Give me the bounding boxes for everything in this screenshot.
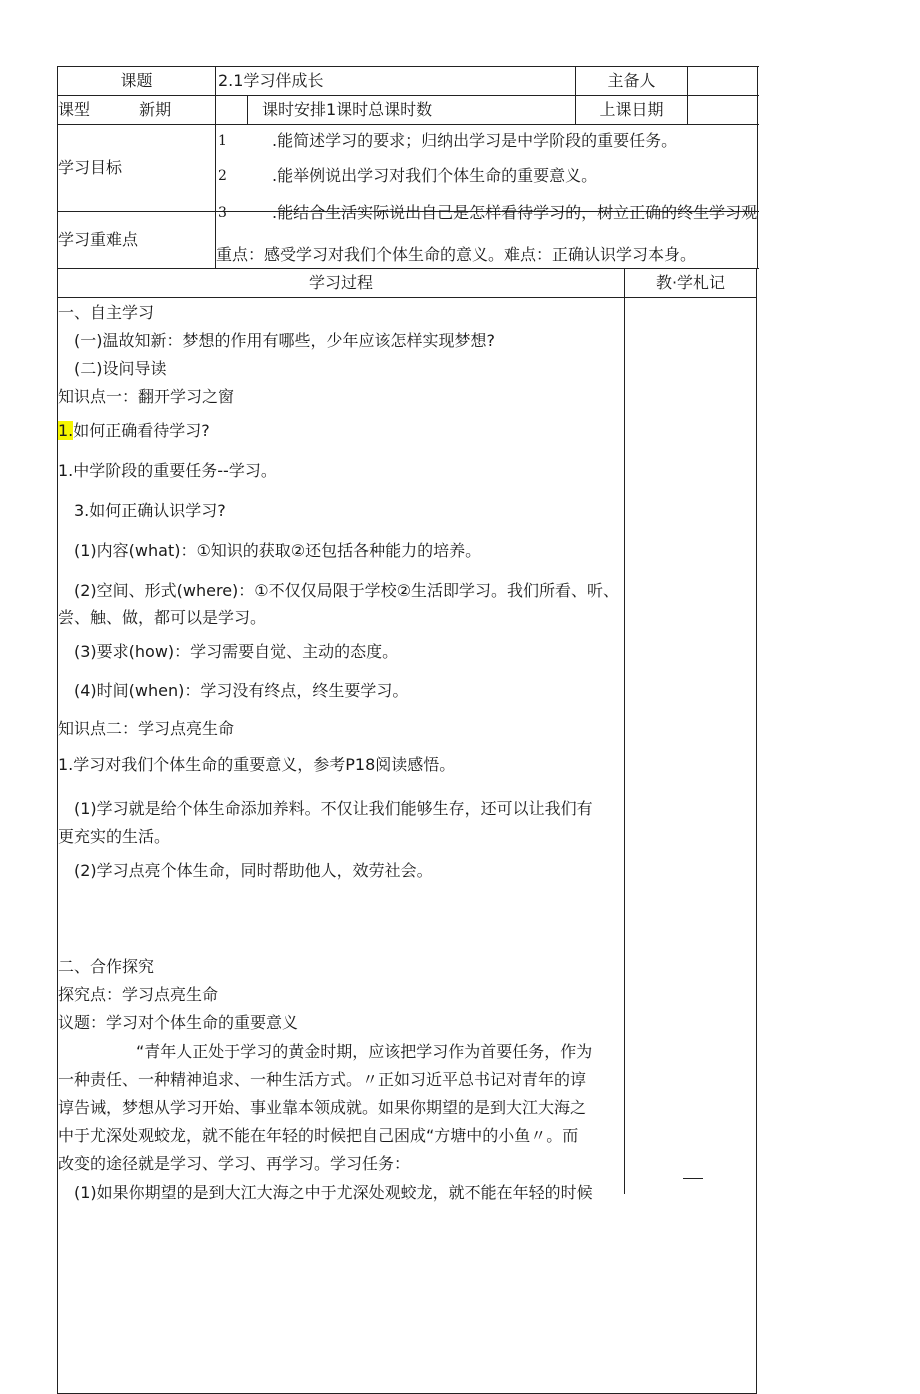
guided-reading: (二)设问导读: [74, 359, 167, 378]
difficulty-text: 重点：感受学习对我们个体生命的意义。难点：正确认识学习本身。: [216, 212, 758, 269]
list-item: (2)空间、形式(where)：①不仅仅局限于学校②生活即学习。我们所看、听、: [74, 581, 619, 600]
list-item: 1.学习对我们个体生命的重要意义，参考P18阅读感悟。: [58, 755, 456, 774]
type-value: 新期: [139, 100, 172, 119]
goals-label: 学习目标: [58, 125, 216, 212]
preparer-label: 主备人: [576, 67, 688, 96]
knowledge-point-2: 知识点二：学习点亮生命: [58, 719, 235, 738]
lesson-plan-document: [57, 66, 757, 1394]
notes-header: 教·学札记: [625, 269, 756, 298]
list-item: (2)学习点亮个体生命，同时帮助他人，效劳社会。: [74, 861, 433, 880]
goals-cell: [216, 125, 758, 222]
paragraph-line: 中于尤深处观蛟龙，就不能在年轻的时候把自己困成“方塘中的小鱼〃。而: [58, 1126, 579, 1145]
paragraph-line-clipped: (1)如果你期望的是到大江大海之中于尤深处观蛟龙，就不能在年轻的时候: [74, 1183, 593, 1202]
topic-value: 2.1学习伴成长: [216, 67, 576, 96]
highlight-marker: 1.: [58, 421, 74, 440]
notes-column: [625, 298, 756, 1194]
blank-cell: [216, 96, 248, 125]
paragraph-line: 改变的途径就是学习、学习、再学习。学习任务：: [58, 1154, 411, 1173]
explore-point: 探究点：学习点亮生命: [58, 985, 219, 1004]
knowledge-point-1: 知识点一：翻开学习之窗: [58, 387, 235, 406]
list-item: (4)时间(when)：学习没有终点，终生要学习。: [74, 681, 409, 700]
paragraph-line: 一种责任、一种精神追求、一种生活方式。〃正如习近平总书记对青年的谆: [58, 1070, 587, 1089]
schedule-text: 课时安排1课时总课时数: [248, 96, 576, 125]
topic-label: 课题: [58, 67, 216, 96]
header-table: [57, 66, 758, 269]
section-heading: 一、自主学习: [58, 303, 155, 322]
list-item-continued: 尝、触、做，都可以是学习。: [58, 608, 267, 627]
review-question: (一)温故知新：梦想的作用有哪些，少年应该怎样实现梦想?: [74, 331, 495, 350]
paragraph-line: 谆告诫，梦想从学习开始、事业靠本领成就。如果你期望的是到大江大海之: [58, 1098, 587, 1117]
process-content: [58, 298, 625, 1202]
list-item: 3.如何正确认识学习?: [74, 501, 226, 520]
type-label: 课型: [58, 100, 91, 119]
class-date-label: 上课日期: [576, 96, 688, 125]
notes-dash: [683, 1178, 703, 1179]
list-item: (3)要求(how)：学习需要自觉、主动的态度。: [74, 642, 399, 661]
goal-item: 1 .能简述学习的要求；归纳出学习是中学阶段的重要任务。: [218, 131, 678, 150]
goal-item: 2 .能举例说出学习对我们个体生命的重要意义。: [218, 166, 598, 185]
topic-line: 议题：学习对个体生命的重要意义: [58, 1013, 299, 1032]
question-line: 1.如何正确看待学习?: [58, 421, 210, 440]
class-date-value: [688, 96, 758, 125]
process-header: 学习过程: [58, 269, 625, 298]
list-item-continued: 更充实的生活。: [58, 827, 171, 846]
goal-item-clipped: 3 .能结合生活实际说出自己是怎样看待学习的，树立正确的终生学习观: [218, 203, 758, 222]
paragraph-line: “青年人正处于学习的黄金时期，应该把学习作为首要任务，作为: [136, 1042, 593, 1061]
section-heading: 二、合作探究: [58, 957, 155, 976]
list-item: (1)学习就是给个体生命添加养料。不仅让我们能够生存，还可以让我们有: [74, 799, 593, 818]
type-cell: [58, 96, 216, 125]
list-item: 1.中学阶段的重要任务--学习。: [58, 461, 277, 480]
list-item: (1)内容(what)：①知识的获取②还包括各种能力的培养。: [74, 541, 482, 560]
preparer-value: [688, 67, 758, 96]
process-section: [57, 269, 757, 1394]
difficulty-label: 学习重难点: [58, 212, 216, 269]
